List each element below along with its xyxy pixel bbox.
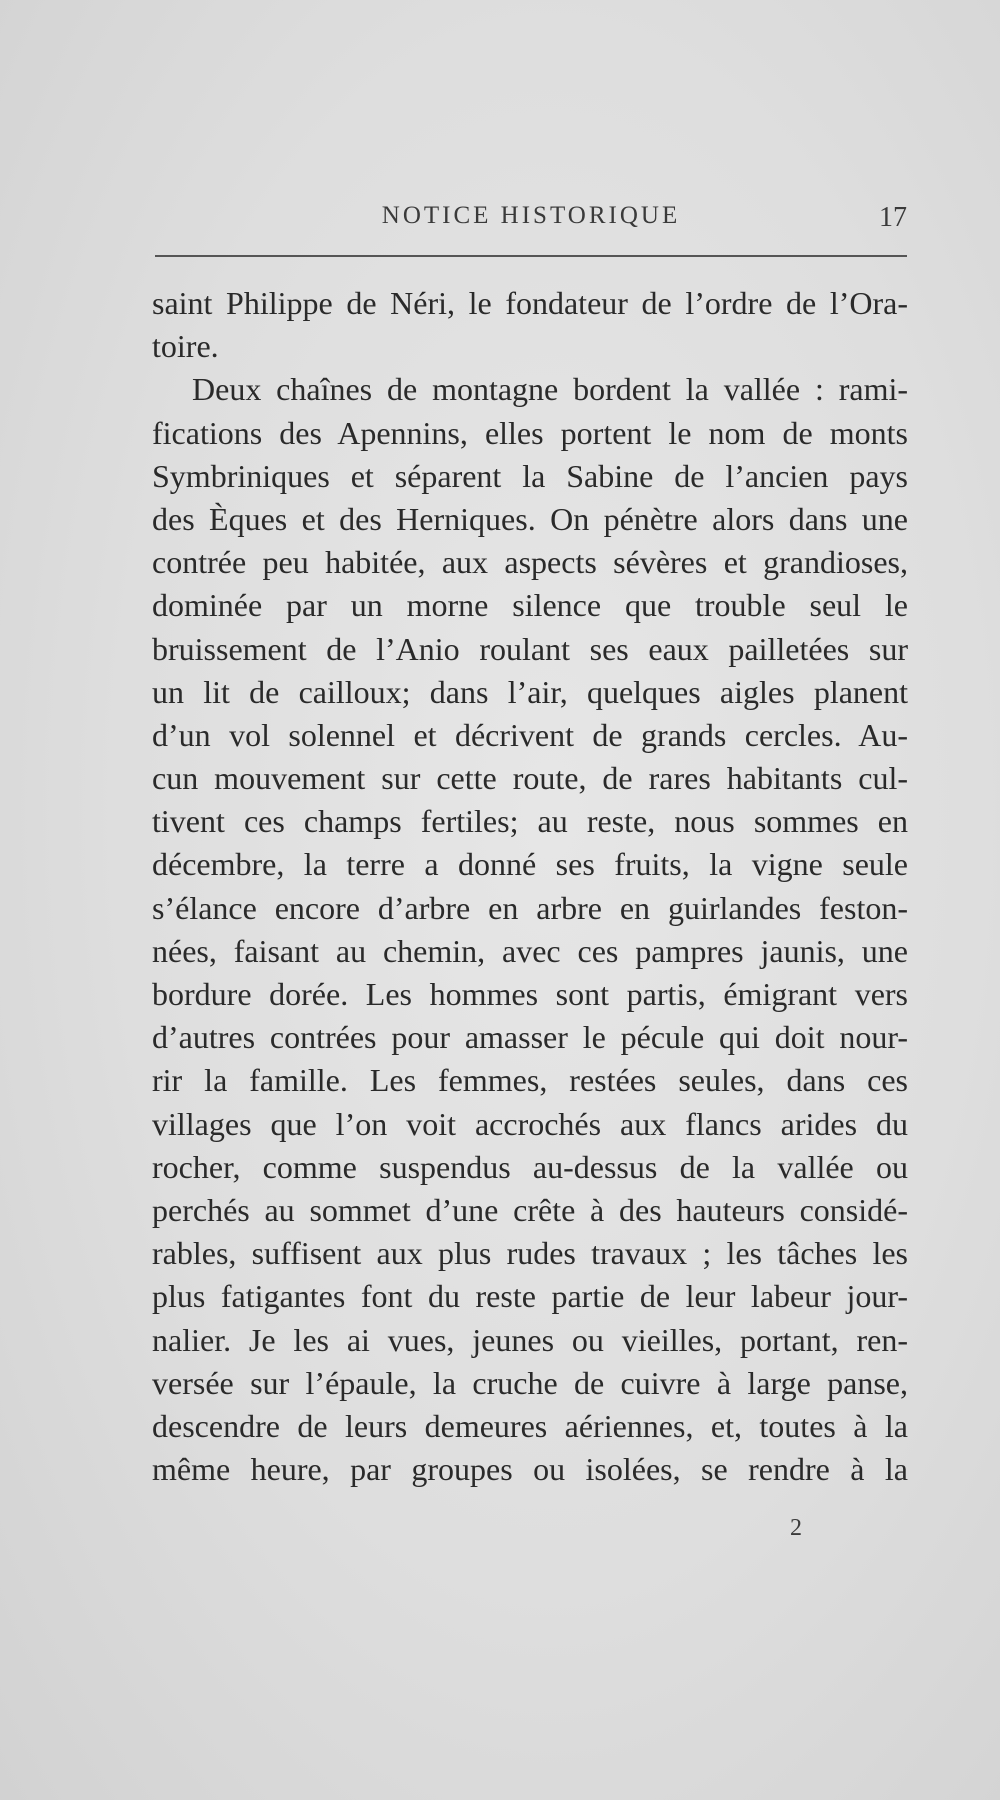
text-line: versée sur l’épaule, la cruche de cuivre à large panse, [152,1364,908,1401]
text-line: d’autres contrées pour amasser le pécule qui doit nour- [152,1019,908,1056]
text-line: fications des Apennins, elles portent le nom de monts [152,414,908,451]
page-number: 17 [879,202,907,233]
text-line: Symbriniques et séparent la Sabine de l’ancien pays [152,457,908,494]
header-rule [155,255,907,257]
text-line: cun mouvement sur cette route, de rares habitants cul- [152,760,908,797]
text-line: nées, faisant au chemin, avec ces pampres jaunis, une [152,932,908,969]
text-line: perchés au sommet d’une crête à des hauteurs considé- [152,1191,908,1228]
text-line: Deux chaînes de montagne bordent la vallée : rami- [192,371,908,408]
text-line: même heure, par groupes ou isolées, se rendre à la [152,1451,908,1488]
text-line: s’élance encore d’arbre en arbre en guirlandes feston- [152,889,908,926]
running-title: NOTICE HISTORIQUE [381,202,681,229]
body-text [152,282,908,1491]
text-line: tivent ces champs fertiles; au reste, nous sommes en [152,803,908,840]
text-line: d’un vol solennel et décrivent de grands cercles. Au- [152,716,908,753]
text-line: contrée peu habitée, aux aspects sévères et grandioses, [152,544,908,581]
text-line: plus fatigantes font du reste partie de leur labeur jour- [152,1278,908,1315]
text-line: des Èques et des Herniques. On pénètre alors dans une [152,500,908,537]
text-line: décembre, la terre a donné ses fruits, la vigne seule [152,846,908,883]
text-line: bruissement de l’Anio roulant ses eaux pailletées sur [152,630,908,667]
text-line: saint Philippe de Néri, le fondateur de l’ordre de l’Ora- [152,285,908,321]
text-line: toire. [152,328,219,365]
text-line: villages que l’on voit accrochés aux flancs arides du [152,1105,908,1142]
text-line: un lit de cailloux; dans l’air, quelques aigles planent [152,673,908,710]
text-line: rocher, comme suspendus au-dessus de la vallée ou [152,1148,908,1185]
signature-mark: 2 [790,1515,802,1541]
text-line: descendre de leurs demeures aériennes, et, toutes à la [152,1407,908,1444]
page-header [155,202,907,242]
text-line: bordure dorée. Les hommes sont partis, émigrant vers [152,976,908,1012]
text-line: dominée par un morne silence que trouble seul le [152,587,908,624]
text-line: rables, suffisent aux plus rudes travaux ; les tâches les [152,1235,908,1272]
text-line: nalier. Je les ai vues, jeunes ou vieilles, portant, ren- [152,1321,908,1358]
text-line: rir la famille. Les femmes, restées seules, dans ces [152,1062,908,1099]
